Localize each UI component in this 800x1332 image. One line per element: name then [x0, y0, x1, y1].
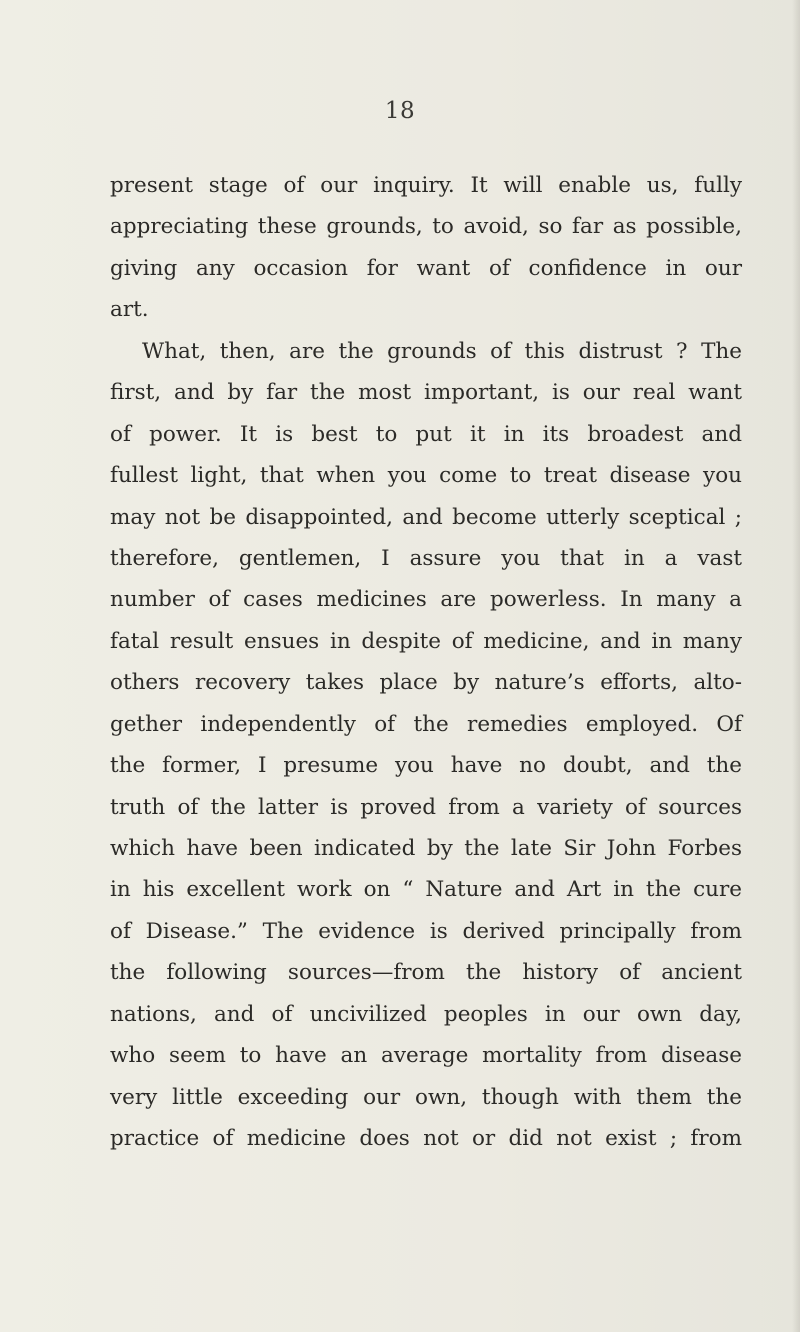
text-line: the former, I presume you have no doubt, and the [110, 753, 742, 779]
text-line: may not be disappointed, and become utterly sceptical ; [110, 504, 742, 530]
text-line: the following sources—from the history of ancient [110, 960, 742, 986]
text-line: of Disease.” The evidence is derived principally from [110, 918, 742, 944]
text-line: number of cases medicines are powerless. In many a [110, 587, 742, 613]
text-line: nations, and of uncivilized peoples in our own day, [110, 1001, 742, 1027]
text-line: present stage of our inquiry. It will enable us, fully [110, 173, 742, 198]
page-number: 18 [384, 98, 416, 124]
page-edge-shadow [792, 0, 800, 1332]
text-line: therefore, gentlemen, I assure you that in a vast [110, 545, 742, 571]
text-line: of power. It is best to put it in its broadest and [110, 421, 742, 447]
text-line: gether independently of the remedies employed. Of [110, 711, 742, 737]
text-line: appreciating these grounds, to avoid, so far as possible, [110, 214, 742, 240]
text-line: practice of medicine does not or did not exist ; from [110, 1126, 742, 1152]
text-line: which have been indicated by the late Sir John Forbes [110, 836, 742, 861]
text-line: fatal result ensues in despite of medicine, and in many [110, 628, 742, 654]
text-line: first, and by far the most important, is our real want [110, 380, 742, 406]
body-text [110, 165, 742, 1160]
text-line: fullest light, that when you come to treat disease you [110, 463, 742, 489]
text-line: very little exceeding our own, though with them the [110, 1084, 742, 1110]
text-line: truth of the latter is proved from a variety of sources [110, 794, 742, 820]
text-line: art. [110, 297, 149, 323]
text-line: giving any occasion for want of confidence in our [110, 255, 742, 281]
text-line: in his excellent work on “ Nature and Art in the cure [110, 877, 742, 903]
text-line: What, then, are the grounds of this distrust ? The [142, 338, 742, 364]
text-line: who seem to have an average mortality from disease [110, 1043, 742, 1069]
text-line: others recovery takes place by nature’s efforts, alto- [110, 670, 742, 696]
